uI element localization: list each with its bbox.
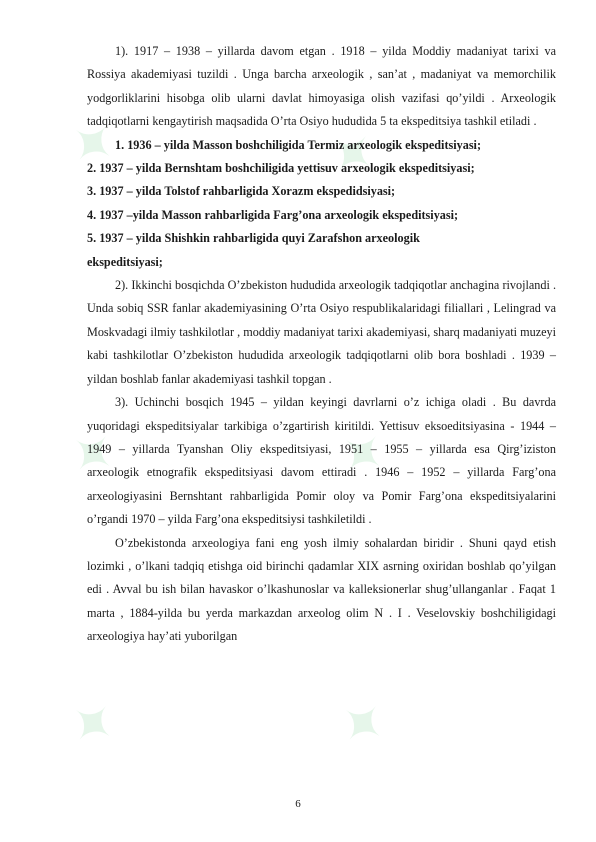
watermark-mark: ✦	[324, 684, 404, 762]
page-number: 6	[295, 798, 301, 810]
expedition-item: 2. 1937 – yilda Bernshtam boshchiligida yettisuv arxeologik ekspeditsiyasi;	[87, 161, 475, 176]
expedition-list	[87, 134, 556, 274]
paragraph-stage-two: 2). Ikkinchi bosqichda O’zbekiston hududida arxeologik tadqiqotlar anchagina rivojlandi . Unda sobiq SSR fanlar akademiyasining O’rta Osiyo respublikalaridagi filiallari , Lelingrad va Moskvadagi ilmiy tashkilotlar , moddiy madaniyat tarixi akademiyasi, sharq madaniyati muzeyi kabi tashkilotlar O’zbekiston hududida arxeologik tadqiqotlarni olib bora boshladi . 1939 – yildan boshlab fanlar akademiyasi tashkil topgan .	[87, 278, 556, 386]
expedition-item: 1. 1936 – yilda Masson boshchiligida Termiz arxeologik ekspeditsiyasi;	[115, 137, 482, 152]
expedition-item: 4. 1937 –yilda Masson rahbarligida Farg’ona arxeologik ekspeditsiyasi;	[87, 207, 459, 222]
paragraph-stage-three: 3). Uchinchi bosqich 1945 – yildan keyingi davrlarni o’z ichiga oladi . Bu davrda yuqoridagi ekspeditsiyalar tarkibiga o’zgartirish kiritildi. Yettisuv eksoeditsiyasina - 1944 – 1949 – yillarda Tyanshan Oliy ekspeditsiyasi, 1951 – 1955 – yillarda esa Qirg’iziston arxeologik etnografik ekspeditsiyasi davom ettiradi . 1946 – 1952 – yillarda Farg’ona arxeologiyasini Bernshtant rahbarligida Pomir oloy va Pomir Farg’ona ekspeditsiyalarini o’rgandi 1970 – yilda Farg’ona ekspeditsiysi tashkiletildi .	[87, 395, 556, 527]
expedition-item: ekspeditsiyasi;	[87, 254, 163, 269]
watermark-mark: ✦	[54, 684, 134, 762]
document-page	[87, 40, 556, 649]
watermark-mark: ✦	[314, 114, 394, 192]
watermark-mark: ✦	[324, 414, 404, 492]
watermark-mark: ✦	[54, 104, 134, 182]
paragraph-uzbek-archaeology: O’zbekistonda arxeologiya fani eng yosh ilmiy sohalardan biridir . Shuni qayd etish lozimki , o’lkani tadqiq etishga oid birinchi qadamlar XIX asrning oxiridan boshlab qo’yilgan edi . Avval bu ish bilan havaskor o’lkashunoslar va kalleksionerlar shug’ullanganlar . Faqat 1 marta , 1884-yilda bu yerda markazdan arxeolog olim N . I . Veselovskiy boshchiligidagi arxeologiya hay’ati yuborilgan	[87, 535, 556, 644]
expedition-item: 3. 1937 – yilda Tolstof rahbarligida Xorazm ekspedidsiyasi;	[87, 184, 396, 199]
watermark-mark: ✦	[54, 414, 134, 492]
paragraph-stage-one: 1). 1917 – 1938 – yillarda davom etgan . 1918 – yilda Moddiy madaniyat tarixi va Rossiya akademiyasi tuzildi . Unga barcha arxeologik , san’at , madaniyat va memorchilik yodgorliklarini hisobga olib ularni davlat himoyasiga olish vazifasi qo’yildi . Arxeologik tadqiqotlarni kengaytirish maqsadida O’rta Osiyo hududida 5 ta ekspeditsiya tashkil etiladi .	[87, 44, 556, 129]
expedition-item: 5. 1937 – yilda Shishkin rahbarligida quyi Zarafshon arxeologik	[87, 231, 420, 246]
